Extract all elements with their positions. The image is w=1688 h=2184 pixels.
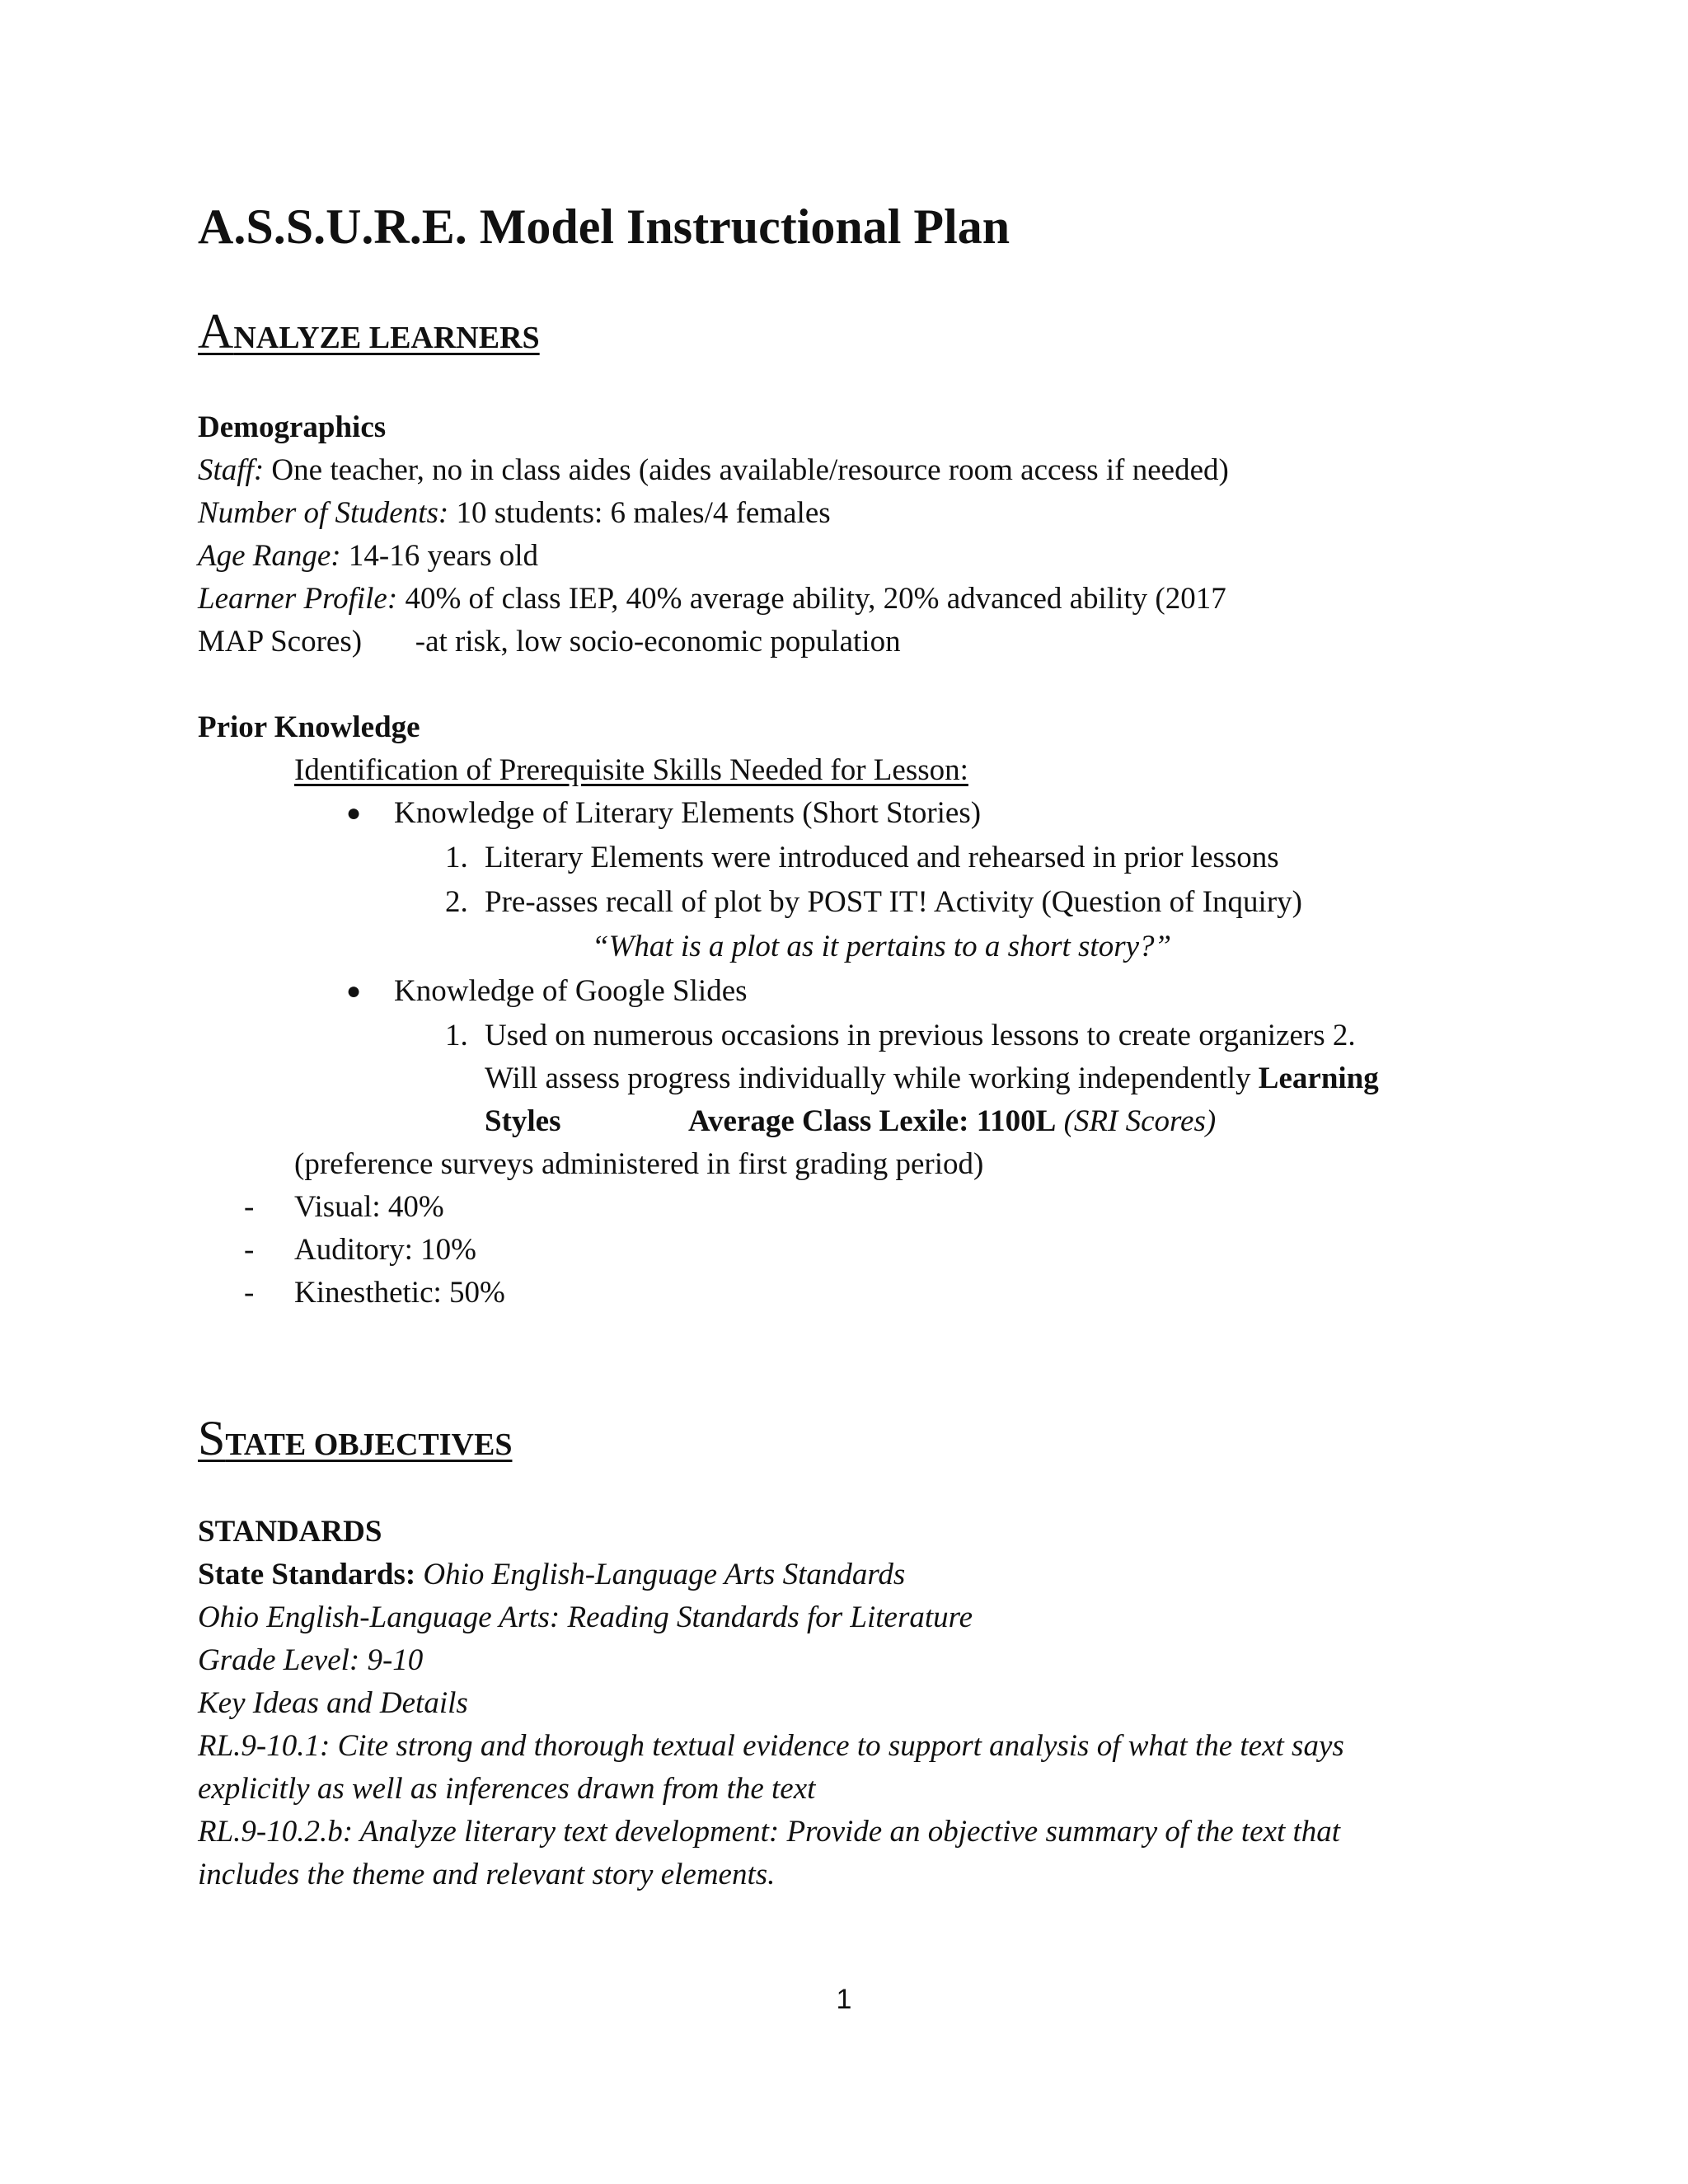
- students-label: Number of Students:: [198, 496, 449, 530]
- list-number: 2.: [445, 885, 468, 919]
- age-value: 14-16 years old: [340, 539, 539, 573]
- age-label: Age Range:: [198, 539, 341, 573]
- students-value: 10 students: 6 males/4 females: [448, 496, 831, 530]
- dash-marker: -: [244, 1233, 255, 1267]
- learner-profile-line: [198, 581, 1226, 617]
- lexile-label: Average Class Lexile: 1100L: [688, 1104, 1057, 1138]
- inquiry-question: “What is a plot as it pertains to a short story?”: [592, 930, 1172, 963]
- bullet-icon: ●: [346, 977, 362, 1005]
- learning-style-kinesthetic: Kinesthetic: 50%: [294, 1276, 505, 1310]
- prior-knowledge-heading: Prior Knowledge: [198, 710, 420, 744]
- key-ideas-line: Key Ideas and Details: [198, 1686, 468, 1720]
- standard-rl-2b-line-2: includes the theme and relevant story elements.: [198, 1858, 776, 1891]
- prior-subitem-pre-assess: Pre-asses recall of plot by POST IT! Activity (Question of Inquiry): [485, 885, 1302, 919]
- learning-styles-note: (preference surveys administered in first grading period): [294, 1147, 984, 1181]
- standard-rl-2b-line-1: RL.9-10.2.b: Analyze literary text development: Provide an objective summary of the text that: [198, 1815, 1341, 1849]
- grade-level-line: Grade Level: 9-10: [198, 1643, 424, 1677]
- learner-profile-line-2: MAP Scores) -at risk, low socio-economic population: [198, 625, 901, 658]
- standard-rl-1-line-2: explicitly as well as inferences drawn from the text: [198, 1772, 816, 1806]
- dash-marker: -: [244, 1190, 255, 1224]
- state-standards-value: Ohio English-Language Arts Standards: [415, 1558, 906, 1591]
- list-number: 1.: [445, 841, 468, 874]
- section-heading-initial: A: [198, 304, 234, 359]
- standards-heading: STANDARDS: [198, 1515, 382, 1549]
- prior-item-google-slides: Knowledge of Google Slides: [394, 974, 748, 1008]
- profile-label: Learner Profile:: [198, 582, 398, 616]
- learning-styles-heading-part1: Learning: [1258, 1062, 1379, 1095]
- profile-value: 40% of class IEP, 40% average ability, 20% advanced ability (2017: [397, 582, 1226, 616]
- staff-value: One teacher, no in class aides (aides available/resource room access if needed): [264, 453, 1229, 487]
- learning-styles-heading-part2: Styles: [485, 1104, 561, 1138]
- prior-item-literary-elements: Knowledge of Literary Elements (Short Stories): [394, 796, 982, 830]
- learning-style-visual: Visual: 40%: [294, 1190, 444, 1224]
- state-standards-line: [198, 1557, 905, 1593]
- age-range-line: [198, 538, 538, 574]
- section-heading-initial: S: [198, 1411, 226, 1465]
- bullet-icon: ●: [346, 799, 362, 827]
- average-class-lexile: [688, 1104, 1216, 1140]
- document-title: A.S.S.U.R.E. Model Instructional Plan: [198, 199, 1010, 254]
- section-heading-text: NALYZE LEARNERS: [233, 321, 540, 355]
- section-heading-analyze-learners: [198, 304, 540, 363]
- state-standards-label: State Standards:: [198, 1558, 416, 1591]
- demographics-heading: Demographics: [198, 410, 387, 444]
- section-heading-text: TATE OBJECTIVES: [225, 1427, 513, 1462]
- dash-marker: -: [244, 1276, 255, 1310]
- assess-progress-text: Will assess progress individually while working independently: [485, 1062, 1259, 1095]
- list-number: 1.: [445, 1019, 468, 1052]
- prior-subitem-assess-progress: [485, 1061, 1379, 1097]
- lexile-source: (SRI Scores): [1056, 1104, 1217, 1138]
- learning-style-auditory: Auditory: 10%: [294, 1233, 476, 1267]
- standard-rl-1-line-1: RL.9-10.1: Cite strong and thorough textual evidence to support analysis of what the text says: [198, 1729, 1344, 1763]
- section-heading-state-objectives: [198, 1413, 512, 1469]
- staff-label: Staff:: [198, 453, 265, 487]
- students-line: [198, 495, 831, 532]
- prior-subitem-used-numerous: Used on numerous occasions in previous lessons to create organizers 2.: [485, 1019, 1356, 1052]
- staff-line: [198, 452, 1229, 489]
- page-number: 1: [836, 1984, 852, 2015]
- prerequisite-skills-subheading: Identification of Prerequisite Skills Needed for Lesson:: [294, 753, 968, 787]
- reading-standards-line: Ohio English-Language Arts: Reading Standards for Literature: [198, 1601, 973, 1634]
- prior-subitem-literary-introduced: Literary Elements were introduced and rehearsed in prior lessons: [485, 841, 1279, 874]
